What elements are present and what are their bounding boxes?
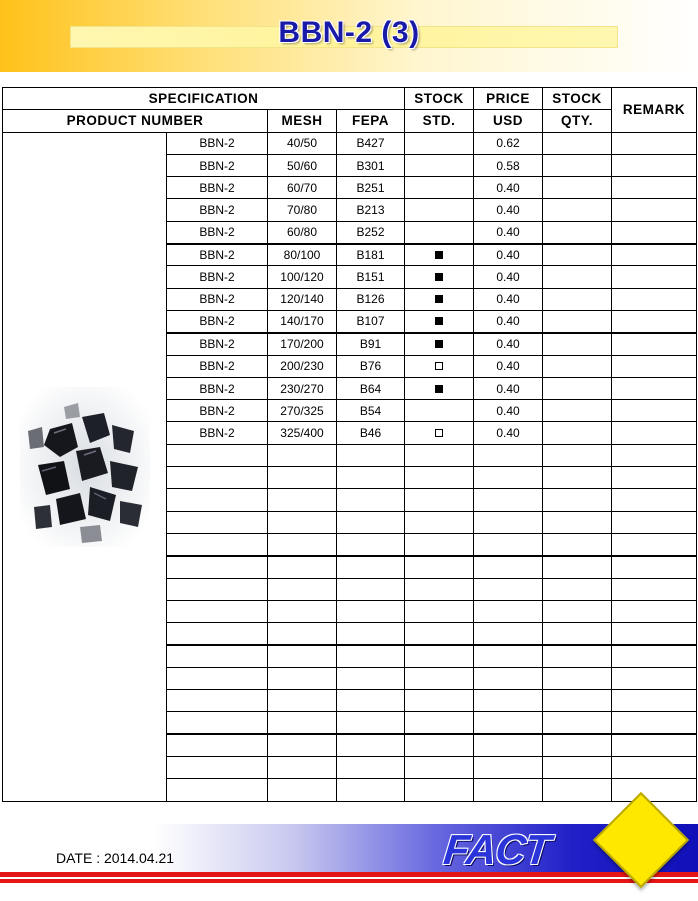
stock-qty-header-line1: STOCK [543, 88, 612, 110]
remark-cell [612, 467, 697, 489]
stock-std-cell [405, 533, 474, 555]
stock-qty-cell [543, 199, 612, 221]
product-number-cell: BBN-2 [167, 400, 268, 422]
spec-table [2, 87, 697, 802]
remark-cell [612, 556, 697, 578]
fepa-cell [337, 511, 405, 533]
filled-square-icon [435, 317, 443, 325]
open-square-icon [435, 429, 443, 437]
stock-std-cell [405, 511, 474, 533]
fepa-cell [337, 734, 405, 756]
remark-cell [612, 600, 697, 622]
stock-qty-cell [543, 244, 612, 266]
mesh-cell: 120/140 [268, 288, 337, 310]
remark-cell [612, 310, 697, 332]
stock-qty-cell [543, 556, 612, 578]
remark-cell [612, 266, 697, 288]
remark-cell [612, 132, 697, 154]
stock-std-cell [405, 333, 474, 355]
remark-cell [612, 333, 697, 355]
remark-cell [612, 779, 697, 801]
product-number-cell: BBN-2 [167, 221, 268, 243]
fepa-cell: B46 [337, 422, 405, 444]
mesh-cell [268, 556, 337, 578]
price-cell [474, 756, 543, 778]
stock-qty-cell [543, 578, 612, 600]
remark-cell [612, 244, 697, 266]
footer-red-stripe-2 [0, 879, 698, 883]
price-cell [474, 623, 543, 645]
stock-std-cell [405, 578, 474, 600]
remark-cell [612, 511, 697, 533]
product-number-cell: BBN-2 [167, 288, 268, 310]
remark-cell [612, 667, 697, 689]
fepa-cell [337, 444, 405, 466]
fepa-cell [337, 690, 405, 712]
stock-std-cell [405, 132, 474, 154]
mesh-cell [268, 467, 337, 489]
fepa-cell: B54 [337, 400, 405, 422]
fepa-cell [337, 556, 405, 578]
mesh-cell: 100/120 [268, 266, 337, 288]
filled-square-icon [435, 273, 443, 281]
fepa-cell [337, 756, 405, 778]
stock-std-cell [405, 444, 474, 466]
stock-qty-header-line2: QTY. [543, 110, 612, 132]
remark-cell [612, 199, 697, 221]
remark-cell [612, 288, 697, 310]
price-cell: 0.40 [474, 266, 543, 288]
product-number-cell [167, 600, 268, 622]
stock-qty-cell [543, 132, 612, 154]
fepa-cell: B76 [337, 355, 405, 377]
filled-square-icon [435, 295, 443, 303]
fepa-cell: B427 [337, 132, 405, 154]
stock-qty-cell [543, 756, 612, 778]
fepa-cell: B301 [337, 154, 405, 176]
remark-cell [612, 734, 697, 756]
fepa-cell: B251 [337, 177, 405, 199]
remark-header: REMARK [612, 88, 697, 133]
product-number-cell: BBN-2 [167, 177, 268, 199]
stock-std-cell [405, 690, 474, 712]
fepa-cell [337, 623, 405, 645]
remark-cell [612, 422, 697, 444]
stock-std-cell [405, 377, 474, 399]
price-cell: 0.40 [474, 288, 543, 310]
stock-qty-cell [543, 333, 612, 355]
product-number-cell [167, 734, 268, 756]
fepa-cell: B213 [337, 199, 405, 221]
mesh-cell [268, 623, 337, 645]
stock-std-cell [405, 221, 474, 243]
price-cell: 0.40 [474, 221, 543, 243]
stock-qty-cell [543, 400, 612, 422]
mesh-cell [268, 444, 337, 466]
stock-std-cell [405, 779, 474, 801]
fepa-cell [337, 779, 405, 801]
stock-std-cell [405, 199, 474, 221]
price-cell [474, 533, 543, 555]
stock-std-cell [405, 556, 474, 578]
stock-qty-cell [543, 600, 612, 622]
product-number-cell: BBN-2 [167, 132, 268, 154]
filled-square-icon [435, 251, 443, 259]
price-cell [474, 444, 543, 466]
fepa-cell [337, 578, 405, 600]
stock-std-cell [405, 756, 474, 778]
remark-cell [612, 756, 697, 778]
stock-std-cell [405, 400, 474, 422]
stock-qty-cell [543, 533, 612, 555]
product-number-cell: BBN-2 [167, 154, 268, 176]
mesh-header: MESH [268, 110, 337, 132]
stock-qty-cell [543, 266, 612, 288]
price-cell [474, 467, 543, 489]
filled-square-icon [435, 385, 443, 393]
stock-qty-cell [543, 422, 612, 444]
stock-std-header-line2: STD. [405, 110, 474, 132]
product-number-cell [167, 690, 268, 712]
price-cell [474, 690, 543, 712]
product-number-cell: BBN-2 [167, 199, 268, 221]
stock-qty-cell [543, 221, 612, 243]
mesh-cell [268, 645, 337, 667]
stock-std-cell [405, 355, 474, 377]
product-number-cell [167, 467, 268, 489]
mesh-cell: 170/200 [268, 333, 337, 355]
filled-square-icon [435, 340, 443, 348]
remark-cell [612, 623, 697, 645]
remark-cell [612, 489, 697, 511]
price-cell [474, 712, 543, 734]
stock-qty-cell [543, 779, 612, 801]
fepa-cell: B64 [337, 377, 405, 399]
price-cell [474, 645, 543, 667]
price-cell [474, 734, 543, 756]
mesh-cell: 60/80 [268, 221, 337, 243]
stock-std-cell [405, 154, 474, 176]
mesh-cell [268, 533, 337, 555]
open-square-icon [435, 362, 443, 370]
product-number-cell: BBN-2 [167, 422, 268, 444]
price-cell [474, 600, 543, 622]
remark-cell [612, 377, 697, 399]
fepa-cell: B107 [337, 310, 405, 332]
stock-qty-cell [543, 489, 612, 511]
product-number-cell: BBN-2 [167, 244, 268, 266]
stock-std-cell [405, 712, 474, 734]
mesh-cell: 70/80 [268, 199, 337, 221]
mesh-cell [268, 511, 337, 533]
mesh-cell [268, 667, 337, 689]
product-number-cell: BBN-2 [167, 266, 268, 288]
product-number-cell [167, 712, 268, 734]
stock-std-cell [405, 266, 474, 288]
price-cell: 0.40 [474, 310, 543, 332]
mesh-cell [268, 690, 337, 712]
stock-qty-cell [543, 355, 612, 377]
price-header-line1: PRICE [474, 88, 543, 110]
remark-cell [612, 177, 697, 199]
date-label: DATE : 2014.04.21 [56, 850, 175, 866]
stock-std-cell [405, 310, 474, 332]
mesh-cell: 270/325 [268, 400, 337, 422]
mesh-cell: 50/60 [268, 154, 337, 176]
price-cell [474, 511, 543, 533]
remark-cell [612, 645, 697, 667]
mesh-cell: 325/400 [268, 422, 337, 444]
stock-std-cell [405, 489, 474, 511]
fepa-cell [337, 712, 405, 734]
price-cell: 0.40 [474, 355, 543, 377]
product-number-cell [167, 623, 268, 645]
stock-std-cell [405, 288, 474, 310]
price-cell: 0.40 [474, 333, 543, 355]
stock-qty-cell [543, 734, 612, 756]
product-number-cell: BBN-2 [167, 310, 268, 332]
diamond-grains-image [20, 387, 150, 547]
fepa-cell: B126 [337, 288, 405, 310]
stock-qty-cell [543, 377, 612, 399]
stock-std-header-line1: STOCK [405, 88, 474, 110]
product-number-cell: BBN-2 [167, 333, 268, 355]
mesh-cell [268, 712, 337, 734]
price-cell [474, 578, 543, 600]
fepa-cell [337, 667, 405, 689]
product-number-cell [167, 645, 268, 667]
stock-qty-cell [543, 310, 612, 332]
mesh-cell [268, 734, 337, 756]
mesh-cell [268, 756, 337, 778]
fepa-cell: B181 [337, 244, 405, 266]
stock-qty-cell [543, 177, 612, 199]
stock-qty-cell [543, 712, 612, 734]
stock-qty-cell [543, 467, 612, 489]
mesh-cell: 40/50 [268, 132, 337, 154]
stock-std-cell [405, 645, 474, 667]
price-cell: 0.58 [474, 154, 543, 176]
remark-cell [612, 444, 697, 466]
brand-logo: FACT [441, 826, 553, 873]
product-number-cell [167, 556, 268, 578]
product-photo-cell [3, 132, 167, 801]
price-cell [474, 556, 543, 578]
price-cell [474, 489, 543, 511]
product-number-cell [167, 511, 268, 533]
remark-cell [612, 221, 697, 243]
fepa-cell [337, 600, 405, 622]
mesh-cell [268, 489, 337, 511]
fepa-cell [337, 489, 405, 511]
table-row [3, 132, 697, 154]
price-cell [474, 779, 543, 801]
product-number-cell [167, 533, 268, 555]
price-cell: 0.40 [474, 400, 543, 422]
price-cell: 0.40 [474, 244, 543, 266]
product-number-cell [167, 779, 268, 801]
stock-qty-cell [543, 154, 612, 176]
mesh-cell [268, 600, 337, 622]
stock-std-cell [405, 422, 474, 444]
fepa-header: FEPA [337, 110, 405, 132]
fepa-cell [337, 467, 405, 489]
remark-cell [612, 578, 697, 600]
stock-std-cell [405, 667, 474, 689]
product-number-cell: BBN-2 [167, 355, 268, 377]
fepa-cell: B151 [337, 266, 405, 288]
stock-std-cell [405, 623, 474, 645]
specification-header: SPECIFICATION [3, 88, 405, 110]
stock-qty-cell [543, 444, 612, 466]
mesh-cell: 80/100 [268, 244, 337, 266]
remark-cell [612, 400, 697, 422]
product-number-cell: BBN-2 [167, 377, 268, 399]
stock-qty-cell [543, 667, 612, 689]
product-number-cell [167, 667, 268, 689]
fepa-cell [337, 533, 405, 555]
stock-std-cell [405, 600, 474, 622]
product-number-cell [167, 578, 268, 600]
stock-qty-cell [543, 623, 612, 645]
stock-qty-cell [543, 288, 612, 310]
fepa-cell [337, 645, 405, 667]
price-cell [474, 667, 543, 689]
fepa-cell: B252 [337, 221, 405, 243]
table-body [3, 132, 697, 801]
price-cell: 0.40 [474, 199, 543, 221]
remark-cell [612, 154, 697, 176]
price-cell: 0.40 [474, 377, 543, 399]
stock-qty-cell [543, 511, 612, 533]
product-number-cell [167, 444, 268, 466]
mesh-cell: 230/270 [268, 377, 337, 399]
stock-qty-cell [543, 645, 612, 667]
stock-std-cell [405, 244, 474, 266]
mesh-cell [268, 578, 337, 600]
stock-std-cell [405, 734, 474, 756]
price-cell: 0.40 [474, 177, 543, 199]
price-header-line2: USD [474, 110, 543, 132]
stock-std-cell [405, 467, 474, 489]
remark-cell [612, 355, 697, 377]
remark-cell [612, 690, 697, 712]
mesh-cell [268, 779, 337, 801]
mesh-cell: 200/230 [268, 355, 337, 377]
fepa-cell: B91 [337, 333, 405, 355]
mesh-cell: 140/170 [268, 310, 337, 332]
remark-cell [612, 533, 697, 555]
product-number-header: PRODUCT NUMBER [3, 110, 268, 132]
product-number-cell [167, 756, 268, 778]
stock-std-cell [405, 177, 474, 199]
price-cell: 0.62 [474, 132, 543, 154]
mesh-cell: 60/70 [268, 177, 337, 199]
remark-cell [612, 712, 697, 734]
stock-qty-cell [543, 690, 612, 712]
price-cell: 0.40 [474, 422, 543, 444]
product-number-cell [167, 489, 268, 511]
page-title: BBN-2 (3) [278, 16, 420, 49]
